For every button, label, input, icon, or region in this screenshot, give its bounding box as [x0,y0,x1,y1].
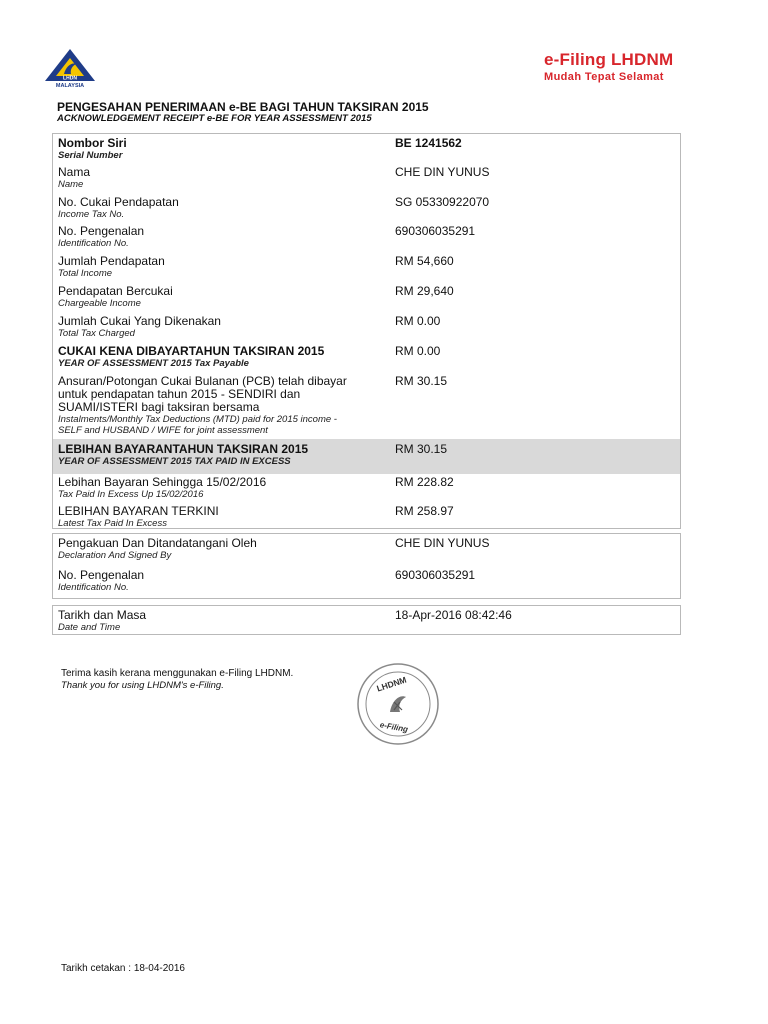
field-value: RM 0.00 [395,314,441,328]
field-value: CHE DIN YUNUS [395,536,490,550]
document-title: PENGESAHAN PENERIMAAN e-BE BAGI TAHUN TAKSIRAN 2015 [57,100,429,114]
field-value: RM 258.97 [395,504,454,518]
field-label: Lebihan Bayaran Sehingga 15/02/2016 [58,475,267,489]
field-label: Pengakuan Dan Ditandatangani Oleh [58,536,257,550]
field-sublabel: YEAR OF ASSESSMENT 2015 TAX PAID IN EXCESS [58,456,291,467]
field-sublabel: YEAR OF ASSESSMENT 2015 Tax Payable [58,358,249,369]
field-sublabel: Serial Number [58,150,123,161]
field-label: Jumlah Pendapatan [58,254,165,268]
field-label: CUKAI KENA DIBAYARTAHUN TAKSIRAN 2015 [58,344,325,358]
brand-title: e-Filing LHDNM [544,50,674,69]
field-value: RM 29,640 [395,284,454,298]
field-label: Pendapatan Bercukai [58,284,173,298]
logo-text-bottom: MALAYSIA [55,83,85,88]
brand-block [544,50,676,84]
field-value: 690306035291 [395,224,476,238]
field-sublabel: Chargeable Income [58,298,141,309]
field-value: RM 30.15 [395,374,448,388]
print-date: Tarikh cetakan : 18-04-2016 [61,963,185,974]
field-value: SG 05330922070 [395,195,490,209]
details-box [52,133,681,529]
field-value: CHE DIN YUNUS [395,165,490,179]
field-label: Nombor Siri [58,136,127,150]
field-label: Tarikh dan Masa [58,608,147,622]
field-label: Nama [58,165,91,179]
field-value: BE 1241562 [395,136,462,150]
efiling-stamp-icon [356,662,440,746]
field-sublabel: Latest Tax Paid In Excess [58,518,167,529]
field-label: No. Pengenalan [58,224,145,238]
field-sublabel: Total Tax Charged [58,328,135,339]
field-sublabel: Declaration And Signed By [58,550,172,561]
field-sublabel: Tax Paid In Excess Up 15/02/2016 [58,489,204,500]
field-label: Jumlah Cukai Yang Dikenakan [58,314,221,328]
field-value: 690306035291 [395,568,476,582]
brand-tagline: Mudah Tepat Selamat [544,71,664,83]
field-value: RM 30.15 [395,442,448,456]
stamp-bottom-text: e-Filing [379,720,409,735]
field-sublabel-line: SELF and HUSBAND / WIFE for joint assessment [58,425,268,436]
field-sublabel-line: Instalments/Monthly Tax Deductions (MTD) paid for 2015 income - [58,414,337,425]
field-sublabel: Total Income [58,268,113,279]
field-label: No. Cukai Pendapatan [58,195,179,209]
field-value: 18-Apr-2016 08:42:46 [395,608,512,622]
field-label-line: Ansuran/Potongan Cukai Bulanan (PCB) telah dibayar [58,374,347,388]
field-value: RM 54,660 [395,254,454,268]
field-label: No. Pengenalan [58,568,145,582]
thanks-malay: Terima kasih kerana menggunakan e-Filing LHDNM. [61,668,294,679]
field-sublabel: Identification No. [58,582,129,593]
field-label-line: untuk pendapatan tahun 2015 - SENDIRI dan [58,387,301,401]
declaration-box [52,533,681,599]
document-subtitle: ACKNOWLEDGEMENT RECEIPT e-BE FOR YEAR ASSESSMENT 2015 [57,113,372,124]
field-label: LEBIHAN BAYARAN TERKINI [58,504,219,518]
lhdn-logo [44,48,96,88]
field-value: RM 0.00 [395,344,441,358]
stamp-top-text: LHDNM [375,674,408,694]
datetime-box [52,605,681,635]
field-sublabel: Identification No. [58,238,129,249]
thanks-english: Thank you for using LHDNM's e-Filing. [61,680,224,691]
field-label: LEBIHAN BAYARANTAHUN TAKSIRAN 2015 [58,442,309,456]
field-sublabel: Name [58,179,84,190]
logo-text-top: LHDN [63,75,77,82]
field-label-line: SUAMI/ISTERI bagi taksiran bersama [58,400,260,414]
field-value: RM 228.82 [395,475,454,489]
field-sublabel: Date and Time [58,622,121,633]
field-sublabel: Income Tax No. [58,209,125,220]
